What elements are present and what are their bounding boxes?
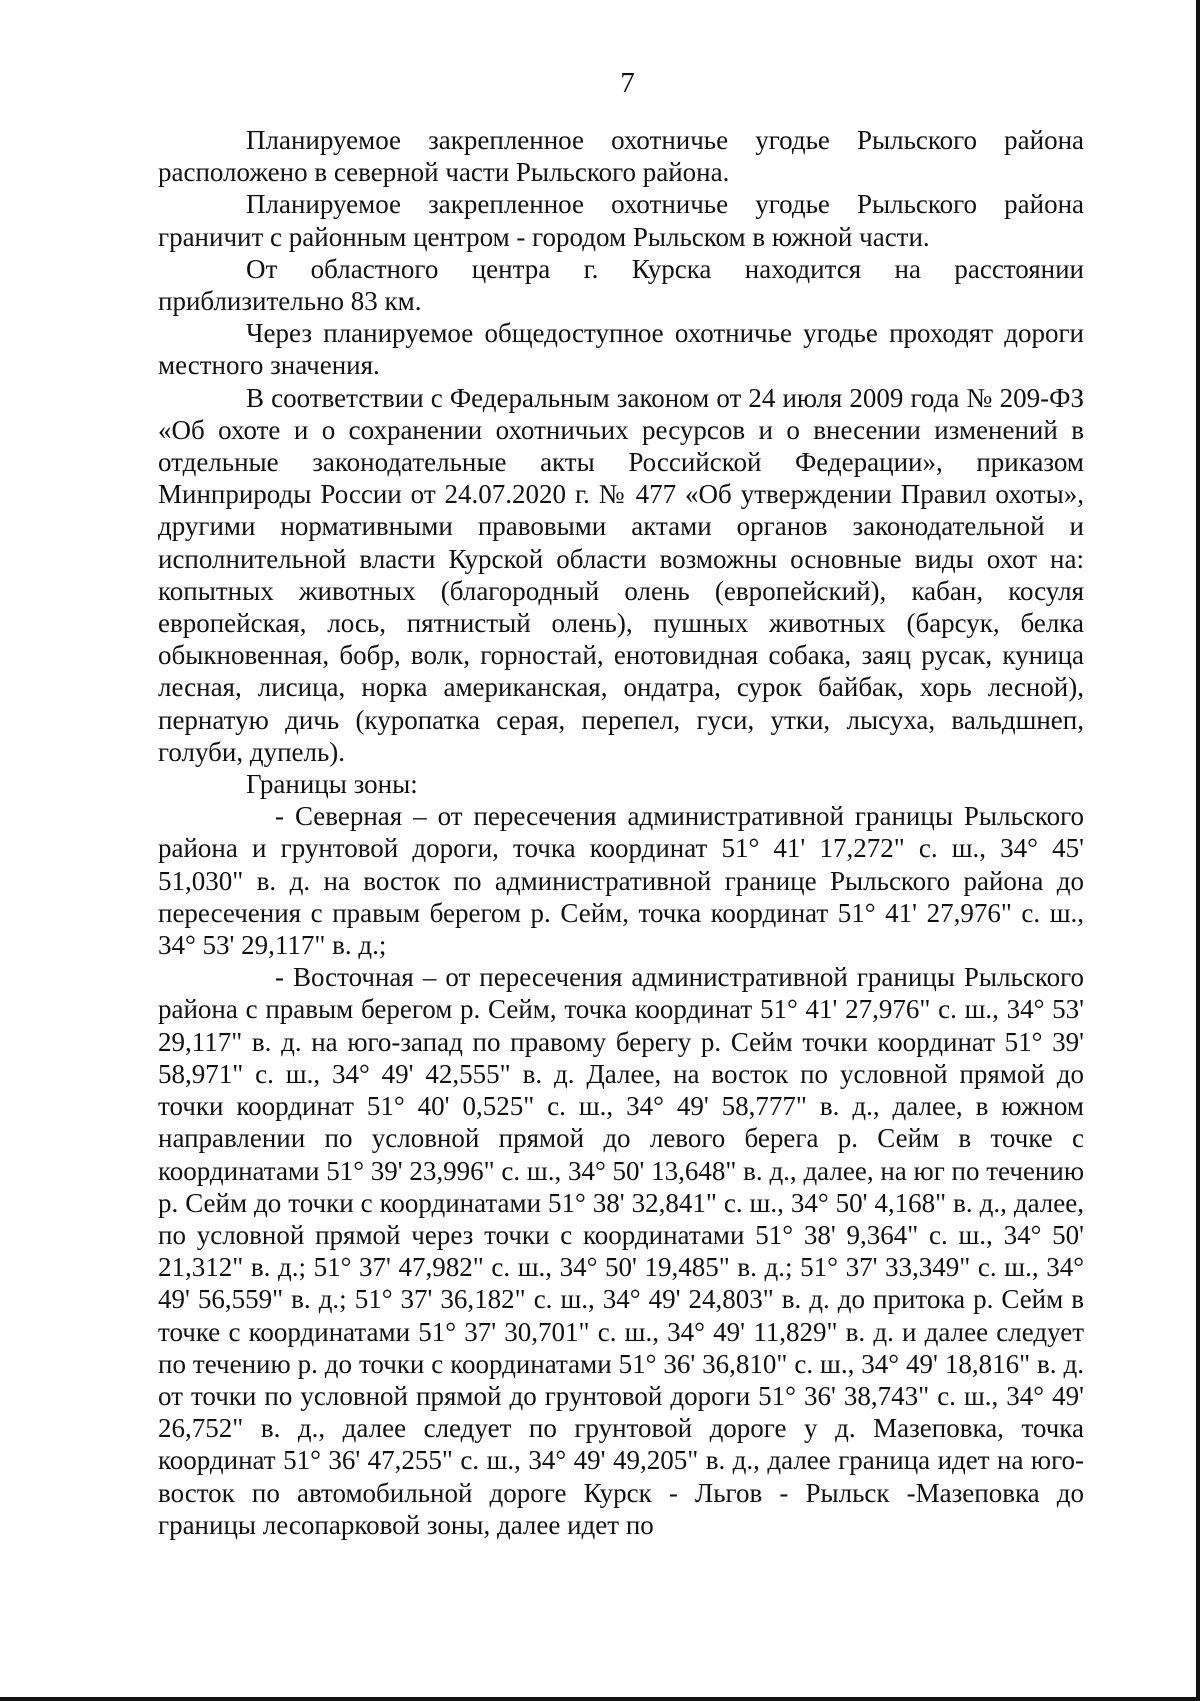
boundary-east: - Восточная – от пересечения административной границы Рыльского района с правым берегом р. Сейм, точка координат 51° 41' 27,976" с. ш., 34° 53' 29,117" в. д. на юго-запад по правому берегу р. Сейм точки координат 51° 39' 58,971" с. ш., 34° 49' 42,555" в. д. Далее, на восток по условной прямой до точки координат 51° 40' 0,525" с. ш., 34° 49' 58,777" в. д., далее, в южном направлении по условной прямой до левого берега р. Сейм в точке с координатами 51° 39' 23,996" с. ш., 34° 50' 13,648" в. д., далее, на юг по течению р. Сейм до точки с координатами 51° 38' 32,841" с. ш., 34° 50' 4,168" в. д., далее, по условной прямой через точки с координатами 51° 38' 9,364" с. ш., 34° 50' 21,312" в. д.; 51° 37' 47,982" с. ш., 34° 50' 19,485" в. д.; 51° 37' 33,349" с. ш., 34° 49' 56,559" в. д.; 51° 37' 36,182" с. ш., 34° 49' 24,803" в. д. до притока р. Сейм в точке с координатами 51° 37' 30,701" с. ш., 34° 49' 11,829" в. д. и далее следует по течению р. до точки с координатами 51° 36' 36,810" с. ш., 34° 49' 18,816" в. д. от точки по условной прямой до грунтовой дороги 51° 36' 38,743" с. ш., 34° 49' 26,752" в. д., далее следует по грунтовой дороге у д. Мазеповка, точка координат 51° 36' 47,255" с. ш., 34° 49' 49,205" в. д., далее граница идет на юго-восток по автомобильной дороге Курск - Льгов - Рыльск -Мазеповка до границы лесопарковой зоны, далее идет по xyxy=(158,962,1084,1540)
paragraph-distance: От областного центра г. Курска находится на расстоянии приблизительно 83 км. xyxy=(158,253,1084,317)
scan-right-edge xyxy=(1196,0,1200,1701)
scan-bottom-edge xyxy=(0,1697,1200,1701)
page-number: 7 xyxy=(620,67,635,99)
paragraph-border-center: Планируемое закрепленное охотничье угодье Рыльского района граничит с районным центром - городом Рыльском в южной части. xyxy=(158,189,1084,252)
boundary-north: - Северная – от пересечения административной границы Рыльского района и грунтовой дороги, точка координат 51° 41' 17,272" с. ш., 34° 45' 51,030" в. д. на восток по административной границе Рыльского района до пересечения с правым берегом р. Сейм, точка координат 51° 41' 27,976" с. ш., 34° 53' 29,117" в. д.; xyxy=(158,801,1084,961)
paragraph-zone-borders-heading: Границы зоны: xyxy=(246,769,418,800)
paragraph-location: Планируемое закрепленное охотничье угодье Рыльского района расположено в северной части Рыльского района. xyxy=(158,125,1084,188)
paragraph-hunting-law: В соответствии с Федеральным законом от 24 июля 2009 года № 209-ФЗ «Об охоте и о сохранении охотничьих ресурсов и о внесении изменений в отдельные законодательные акты Российской Федерации», приказом Минприроды России от 24.07.2020 г. № 477 «Об утверждении Правил охоты», другими нормативными правовыми актами органов законодательной и исполнительной власти Курской области возможны основные виды охот на: копытных животных (благородный олень (европейский), кабан, косуля европейская, лось, пятнистый олень), пушных животных (барсук, белка обыкновенная, бобр, волк, горностай, енотовидная собака, заяц русак, куница лесная, лисица, норка американская, ондатра, сурок байбак, хорь лесной), пернатую дичь (куропатка серая, перепел, гуси, утки, лысуха, вальдшнеп, голуби, дупель). xyxy=(158,382,1084,767)
paragraph-roads: Через планируемое общедоступное охотничье угодье проходят дороги местного значения. xyxy=(158,318,1084,381)
document-body xyxy=(158,124,1084,1541)
